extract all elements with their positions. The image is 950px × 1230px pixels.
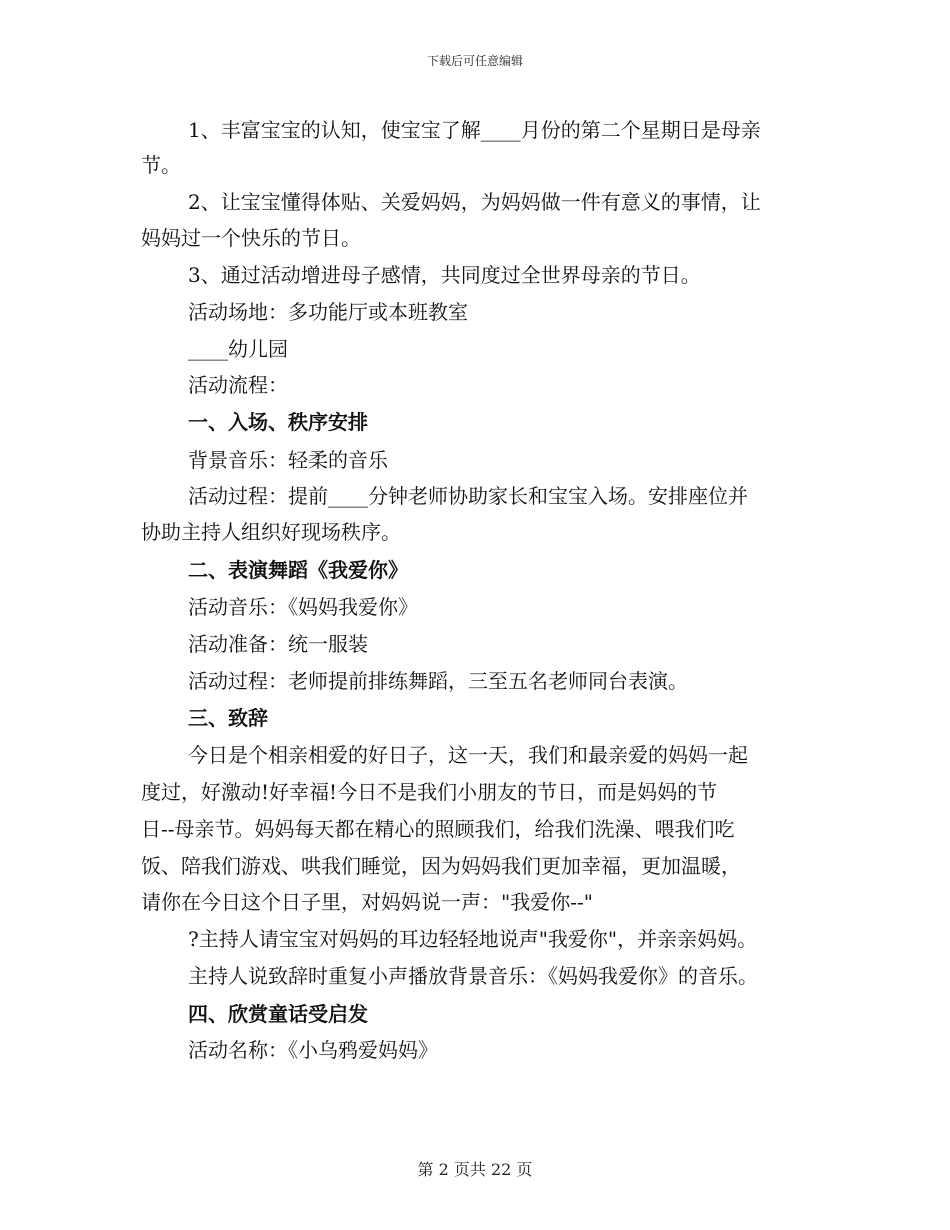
page-header: 下载后可任意编辑 [426,54,523,68]
text-line: 妈妈过一个快乐的节日。 [141,226,361,250]
text-line: 活动名称：《小乌鸦爱妈妈》 [188,1038,438,1062]
text-line: 3、通过活动增进母子感情，共同度过全世界母亲的节日。 [188,263,701,287]
text-line: 协助主持人组织好现场秩序。 [141,520,401,544]
text-line: ?主持人请宝宝对妈妈的耳边轻轻地说声"我爱你"，并亲亲妈妈。 [188,927,758,951]
section-heading: 二、表演舞蹈《我爱你》 [188,558,408,582]
text-line: 活动场地：多功能厅或本班教室 [188,300,468,324]
text-line: 活动过程：提前____分钟老师协助家长和宝宝入场。安排座位并 [188,484,748,508]
text-line: 请你在今日这个日子里，对妈妈说一声："我爱你--" [141,890,593,914]
section-heading: 一、入场、秩序安排 [188,410,368,434]
text-line: 活动流程： [188,373,288,397]
text-line: 度过，好激动!好幸福!今日不是我们小朋友的节日，而是妈妈的节 [141,780,718,804]
section-heading: 三、致辞 [188,706,268,730]
text-line: 1、丰富宝宝的认知，使宝宝了解____月份的第二个星期日是母亲 [188,118,761,142]
text-line: 背景音乐：轻柔的音乐 [188,448,388,472]
section-heading: 四、欣赏童话受启发 [188,1002,368,1026]
text-line: 活动过程：老师提前排练舞蹈，三至五名老师同台表演。 [188,669,688,693]
text-line: 日--母亲节。妈妈每天都在精心的照顾我们，给我们洗澡、喂我们吃 [141,817,735,841]
text-line: 活动音乐：《妈妈我爱你》 [188,595,418,619]
text-line: 饭、陪我们游戏、哄我们睡觉，因为妈妈我们更加幸福，更加温暖， [141,854,741,878]
text-line: ____幼儿园 [188,337,288,361]
text-line: 节。 [141,153,181,177]
page-footer: 第 2 页共 22 页 [417,1160,533,1179]
text-line: 今日是个相亲相爱的好日子，这一天，我们和最亲爱的妈妈一起 [188,743,748,767]
text-line: 2、让宝宝懂得体贴、关爱妈妈，为妈妈做一件有意义的事情，让 [188,190,761,214]
text-line: 活动准备：统一服装 [188,632,368,656]
text-line: 主持人说致辞时重复小声播放背景音乐：《妈妈我爱你》的音乐。 [188,964,758,988]
